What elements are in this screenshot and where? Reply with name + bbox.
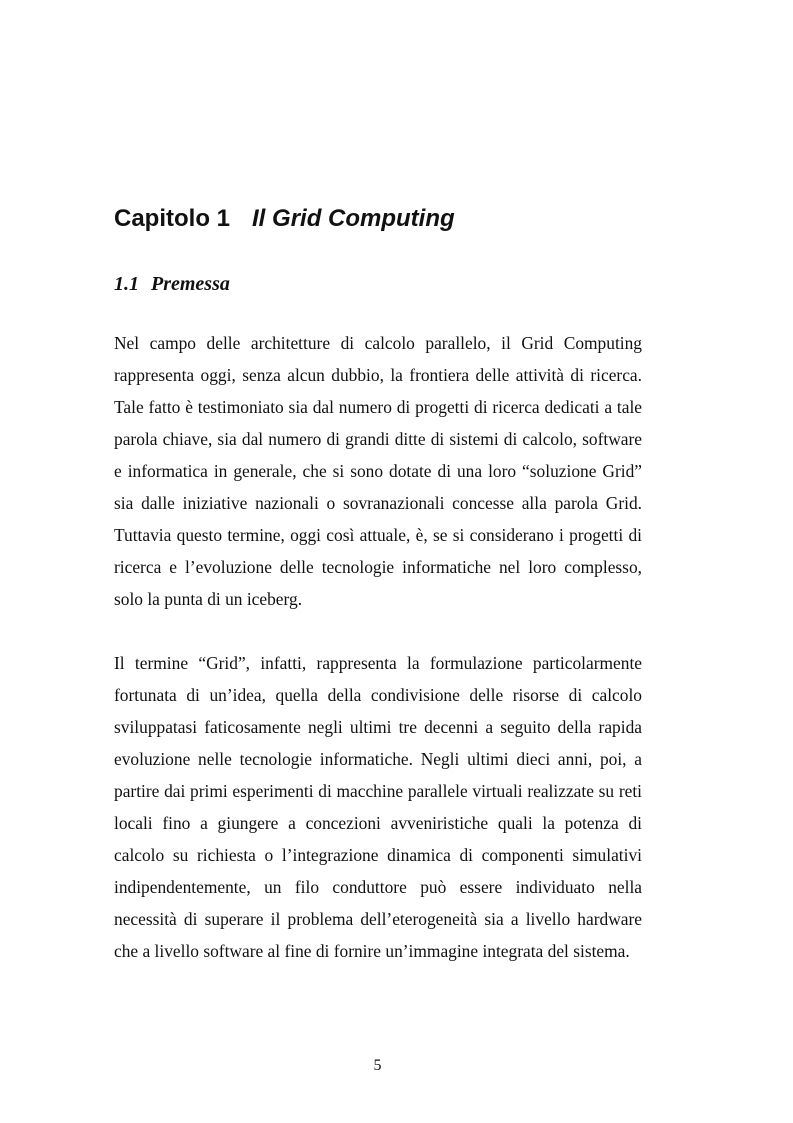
- chapter-title: Il Grid Computing: [252, 205, 455, 232]
- section-number: 1.1: [114, 273, 139, 295]
- page-number: 5: [373, 1057, 382, 1074]
- body-paragraph: Nel campo delle architetture di calcolo parallelo, il Grid Computing rappresenta oggi, senza alcun dubbio, la frontiera delle attività di ricerca. Tale fatto è testimoniato sia dal numero di progetti di ricerca dedicati a tale parola chiave, sia dal numero di grandi ditte di sistemi di calcolo, software e informatica in generale, che si sono dotate di una loro “soluzione Grid” sia dalle iniziative nazionali o sovranazionali concesse alla parola Grid. Tuttavia questo termine, oggi così attuale, è, se si considerano i progetti di ricerca e l’evoluzione delle tecnologie informatiche nel loro complesso, solo la punta di un iceberg.: [114, 333, 642, 609]
- chapter-label: Capitolo 1: [114, 205, 231, 232]
- section-title: Premessa: [151, 273, 230, 295]
- chapter-heading: [114, 203, 455, 235]
- section-heading: [114, 270, 230, 298]
- body-paragraph: Il termine “Grid”, infatti, rappresenta la formulazione particolarmente fortunata di un’idea, quella della condivisione delle risorse di calcolo sviluppatasi faticosamente negli ultimi tre decenni a seguito della rapida evoluzione nelle tecnologie informatiche. Negli ultimi dieci anni, poi, a partire dai primi esperimenti di macchine parallele virtuali realizzate su reti locali fino a giungere a concezioni avveniristiche quali la potenza di calcolo su richiesta o l’integrazione dinamica di componenti simulativi indipendentemente, un filo conduttore può essere individuato nella necessità di superare il problema dell’eterogeneità sia a livello hardware che a livello software al fine di fornire un’immagine integrata del sistema.: [114, 653, 642, 961]
